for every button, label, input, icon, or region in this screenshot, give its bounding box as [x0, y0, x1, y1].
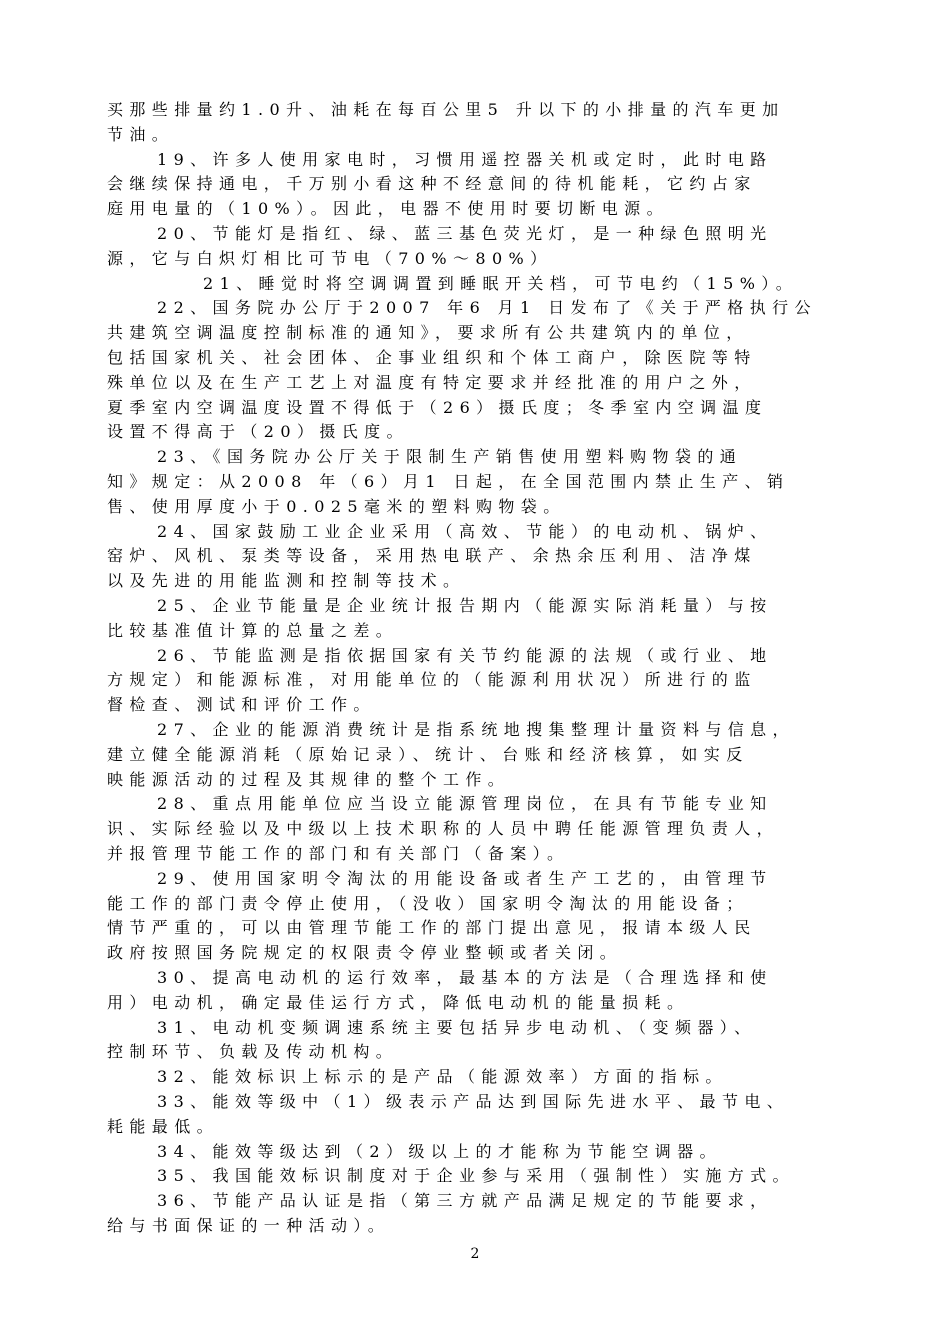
text-line: 控制环节、负载及传动机构。 [107, 1042, 399, 1062]
text-line: 19、许多人使用家电时，习惯用遥控器关机或定时，此时电路 [157, 149, 773, 169]
text-line: 情节严重的，可以由管理节能工作的部门提出意见，报请本级人民 [107, 918, 757, 938]
text-line: 33、能效等级中（1）级表示产品达到国际先进水平、最节电、 [157, 1092, 790, 1111]
text-line: 知》规定：从2008 年（6）月1 日起，在全国范围内禁止生产、销 [107, 472, 790, 491]
text-line: 督检查、测试和评价工作。 [107, 695, 376, 715]
text-line: 用）电动机，确定最佳运行方式，降低电动机的能量损耗。 [107, 992, 690, 1012]
text-line: 21、睡觉时将空调调置到睡眠开关档，可节电约（15%）。 [203, 273, 799, 293]
text-line: 共建筑空调温度控制标准的通知》，要求所有公共建筑内的单位， [107, 323, 749, 343]
text-line: 30、提高电动机的运行效率，最基本的方法是（合理选择和使 [157, 968, 773, 987]
text-line: 设置不得高于（20）摄氏度。 [107, 422, 409, 442]
text-line: 识、实际经验以及中级以上技术职称的人员中聘任能源管理负责人， [107, 819, 780, 839]
text-line: 比较基准值计算的总量之差。 [107, 620, 399, 640]
text-line: 建立健全能源消耗（原始记录）、统计、台账和经济核算，如实反 [107, 744, 749, 764]
text-line: 36、节能产品认证是指（第三方就产品满足规定的节能要求， [157, 1191, 773, 1211]
text-line: 32、能效标识上标示的是产品（能源效率）方面的指标。 [157, 1067, 728, 1087]
text-line: 庭用电量的（10%）。因此，电器不使用时要切断电源。 [107, 199, 669, 219]
text-line: 源，它与白炽灯相比可节电（70%～80%） [107, 248, 553, 268]
text-line: 给与书面保证的一种活动）。 [107, 1216, 391, 1235]
text-line: 35、我国能效标识制度对于企业参与采用（强制性）实施方式。 [157, 1166, 795, 1186]
text-line: 27、企业的能源消费统计是指系统地搜集整理计量资料与信息， [157, 720, 795, 739]
text-line: 会继续保持通电，千万别小看这种不经意间的待机能耗，它约占家 [107, 174, 757, 194]
text-line: 31、电动机变频调速系统主要包括异步电动机、（变频器）、 [157, 1017, 757, 1037]
text-line: 方规定）和能源标准，对用能单位的（能源利用状况）所进行的监 [107, 670, 757, 690]
text-line: 售、使用厚度小于0.025毫米的塑料购物袋。 [107, 496, 566, 516]
text-line: 并报管理节能工作的部门和有关部门（备案）。 [107, 844, 570, 863]
text-line: 窑炉、风机、泵类等设备，采用热电联产、余热余压利用、洁净煤 [107, 546, 757, 566]
text-line: 26、节能监测是指依据国家有关节约能源的法规（或行业、地 [157, 645, 773, 665]
text-line: 22、国务院办公厅于2007 年6 月1 日发布了《关于严格执行公 [157, 298, 817, 318]
text-line: 买那些排量约1.0升、油耗在每百公里5 升以下的小排量的汽车更加 [107, 100, 785, 119]
text-line: 29、使用国家明令淘汰的用能设备或者生产工艺的，由管理节 [157, 868, 773, 888]
text-line: 政府按照国务院规定的权限责令停业整顿或者关闭。 [107, 943, 623, 963]
text-line: 包括国家机关、社会团体、企事业组织和个体工商户，除医院等特 [107, 348, 757, 367]
text-line: 23、《国务院办公厅关于限制生产销售使用塑料购物袋的通 [157, 447, 743, 467]
text-line: 24、国家鼓励工业企业采用（高效、节能）的电动机、锅炉、 [157, 521, 773, 541]
text-line: 节油。 [107, 124, 175, 144]
text-line: 夏季室内空调温度设置不得低于（26）摄氏度；冬季室内空调温度 [107, 397, 768, 417]
text-line: 殊单位以及在生产工艺上对温度有特定要求并经批准的用户之外， [107, 372, 757, 392]
page-number: 2 [470, 1246, 480, 1262]
text-line: 映能源活动的过程及其规律的整个工作。 [107, 769, 511, 789]
text-line: 34、能效等级达到（2）级以上的才能称为节能空调器。 [157, 1141, 722, 1161]
text-line: 20、节能灯是指红、绿、蓝三基色荧光灯，是一种绿色照明光 [157, 224, 773, 243]
text-line: 25、企业节能量是企业统计报告期内（能源实际消耗量）与按 [157, 596, 773, 615]
text-line: 28、重点用能单位应当设立能源管理岗位，在具有节能专业知 [157, 794, 773, 814]
text-line: 耗能最低。 [107, 1116, 220, 1136]
text-line: 能工作的部门责令停止使用，（没收）国家明令淘汰的用能设备； [107, 893, 749, 913]
text-line: 以及先进的用能监测和控制等技术。 [107, 571, 466, 591]
